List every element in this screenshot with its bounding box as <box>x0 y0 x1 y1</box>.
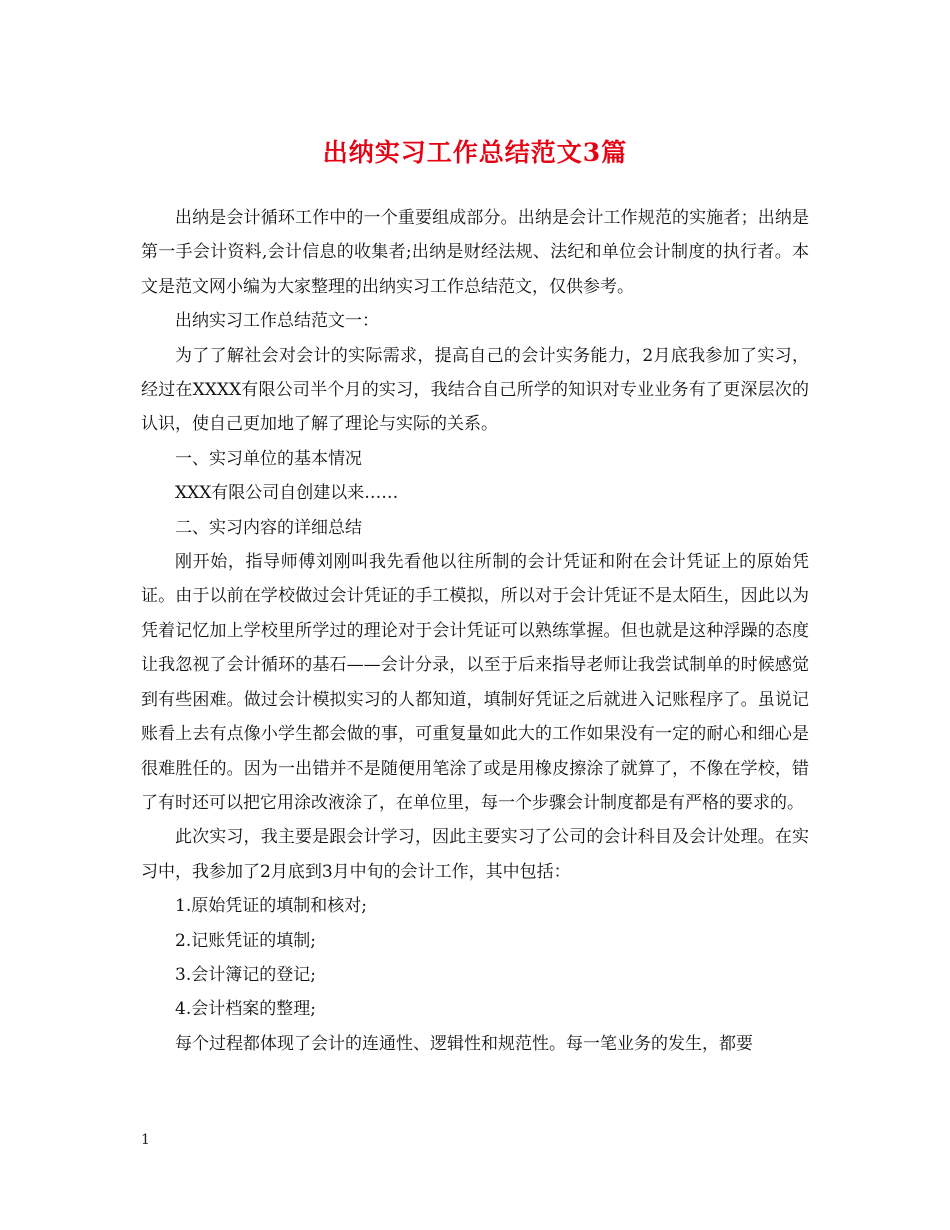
paragraph-intro: 出纳是会计循环工作中的一个重要组成部分。出纳是会计工作规范的实施者；出纳是第一手会计资料,会计信息的收集者;出纳是财经法规、法纪和单位会计制度的执行者。本文是范文网小编为大家整理的出纳实习工作总结范文，仅供参考。 <box>141 208 809 297</box>
page-number: 1 <box>141 1132 150 1148</box>
list-item-3: 3.会计簿记的登记; <box>175 964 316 985</box>
paragraph-experience: 刚开始，指导师傅刘刚叫我先看他以往所制的会计凭证和附在会计凭证上的原始凭证。由于以前在学校做过会计凭证的手工模拟，所以对于会计凭证不是太陌生，因此以为凭着记忆加上学校里所学过的理论对于会计凭证可以熟练掌握。但也就是这种浮躁的态度让我忽视了会计循环的基石——会计分录，以至于后来指导老师让我尝试制单的时候感觉到有些困难。做过会计模拟实习的人都知道，填制好凭证之后就进入记账程序了。虽说记账看上去有点像小学生都会做的事，可重复量如此大的工作如果没有一定的耐心和细心是很难胜任的。因为一出错并不是随便用笔涂了或是用橡皮擦涂了就算了，不像在学校，错了有时还可以把它用涂改液涂了，在单位里，每一个步骤会计制度都是有严格的要求的。 <box>141 552 809 813</box>
paragraph-work-scope: 此次实习，我主要是跟会计学习，因此主要实习了公司的会计科目及会计处理。在实习中，我参加了2月底到3月中旬的会计工作，其中包括： <box>141 827 809 882</box>
document-body <box>141 201 809 1061</box>
section-heading-company: 一、实习单位的基本情况 <box>175 448 362 469</box>
paragraph-continued: 每个过程都体现了会计的连通性、逻辑性和规范性。每一笔业务的发生，都要 <box>175 1033 753 1054</box>
paragraph-company: XXX有限公司自创建以来…… <box>175 483 399 504</box>
list-item-4: 4.会计档案的整理; <box>175 999 316 1020</box>
document-title: 出纳实习工作总结范文3篇 <box>322 138 628 167</box>
list-item-1: 1.原始凭证的填制和核对; <box>175 896 367 917</box>
paragraph-purpose: 为了了解社会对会计的实际需求，提高自己的会计实务能力，2月底我参加了实习，经过在XXXX有限公司半个月的实习，我结合自己所学的知识对专业业务有了更深层次的认识，使自己更加地了解了理论与实际的关系。 <box>141 345 809 435</box>
paragraph-sample-heading: 出纳实习工作总结范文一： <box>175 311 379 332</box>
section-heading-content: 二、实习内容的详细总结 <box>175 517 362 538</box>
list-item-2: 2.记账凭证的填制; <box>175 930 316 951</box>
